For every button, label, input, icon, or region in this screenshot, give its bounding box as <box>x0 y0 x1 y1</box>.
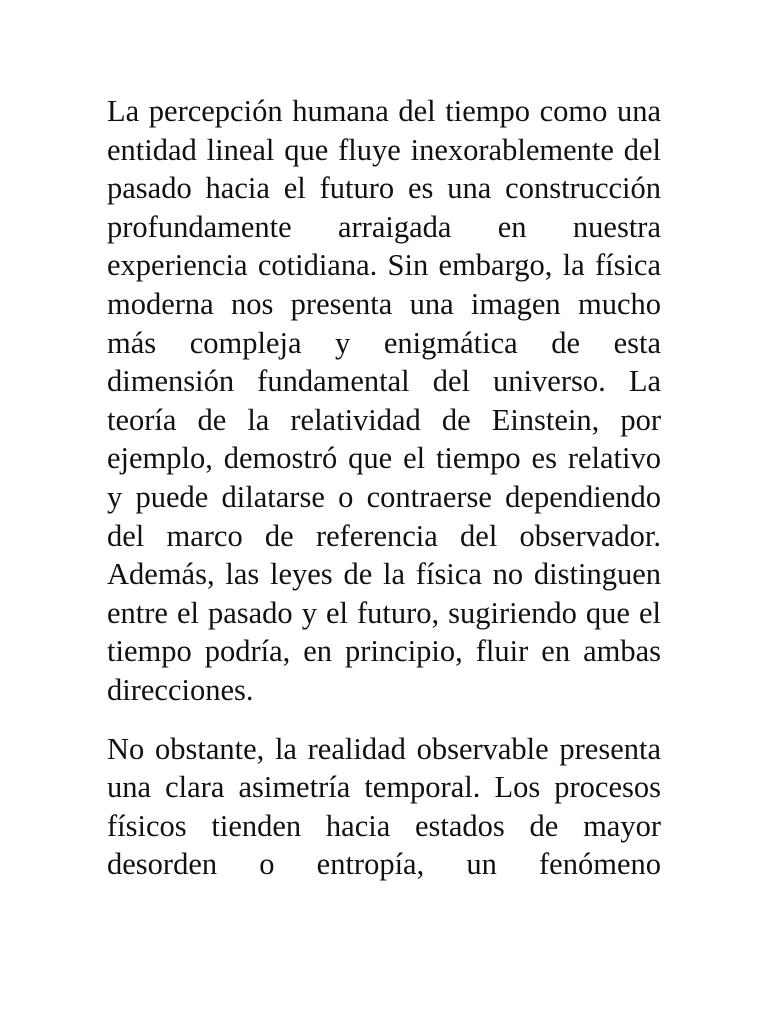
paragraph-1: La percepción humana del tiempo como una entidad lineal que fluye inexorablemente del pasado hacia el futuro es una construcción profundamente arraigada en nuestra experiencia cotidiana. Sin embargo, la física moderna nos presenta una imagen mucho más compleja y enigmática de esta dimensión fundamental del universo. La teoría de la relatividad de Einstein, por ejemplo, demostró que el tiempo es relativo y puede dilatarse o contraerse dependiendo del marco de referencia del observador. Además, las leyes de la física no distinguen entre el pasado y el futuro, sugiriendo que el tiempo podría, en principio, fluir en ambas direcciones. <box>107 94 661 707</box>
document-page <box>107 92 661 884</box>
paragraph-2: No obstante, la realidad observable presenta una clara asimetría temporal. Los procesos físicos tienden hacia estados de mayor desorden o entropía, un fenómeno <box>107 731 661 882</box>
